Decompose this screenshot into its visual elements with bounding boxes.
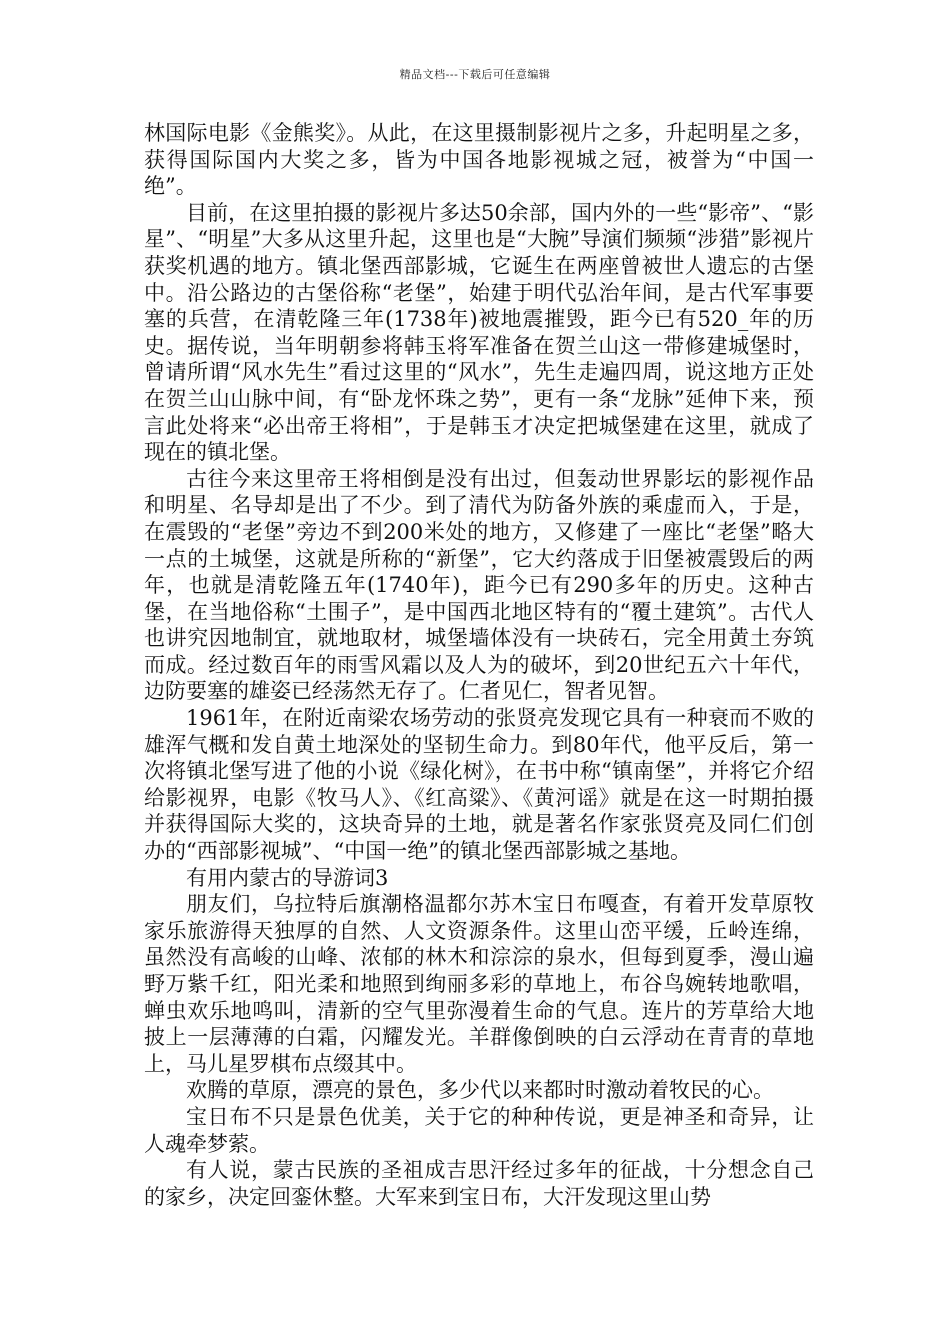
paragraph: 林国际电影《金熊奖》。从此，在这里摄制影视片之多，升起明星之多，获得国际国内大奖之多，皆为中国各地影视城之冠，被誉为“中国一绝”。 xyxy=(144,121,814,199)
document-body xyxy=(144,120,814,1210)
section-heading: 有用内蒙古的导游词3 xyxy=(186,865,389,890)
paragraph: 有人说，蒙古民族的圣祖成吉思汗经过多年的征战，十分想念自己的家乡，决定回銮休整。大军来到宝日布，大汗发现这里山势 xyxy=(144,1158,814,1209)
paragraph: 欢腾的草原，漂亮的景色，多少代以来都时时激动着牧民的心。 xyxy=(186,1078,774,1103)
paragraph: 朋友们，乌拉特后旗潮格温都尔苏木宝日布嘎查，有着开发草原牧家乐旅游得天独厚的自然、人文资源条件。这里山峦平缓，丘岭连绵，虽然没有高峻的山峰、浓郁的林木和淙淙的泉水，但每到夏季，漫山遍野万紫千红，阳光柔和地照到绚丽多彩的草地上，布谷鸟婉转地歌唱，蝉虫欢乐地鸣叫，清新的空气里弥漫着生命的气息。连片的芳草给大地披上一层薄薄的白霜，闪耀发光。羊群像倒映的白云浮动在青青的草地上，马儿星罗棋布点缀其中。 xyxy=(144,892,814,1076)
paragraph: 1961年，在附近南梁农场劳动的张贤亮发现它具有一种衰而不败的雄浑气概和发自黄土地深处的坚韧生命力。到80年代，他平反后，第一次将镇北堡写进了他的小说《绿化树》，在书中称“镇南堡”，并将它介绍给影视界，电影《牧马人》、《红高粱》、《黄河谣》就是在这一时期拍摄并获得国际大奖的，这块奇异的土地，就是著名作家张贤亮及同仁们创办的“西部影视城”、“中国一绝”的镇北堡西部影城之基地。 xyxy=(144,706,814,864)
page-header: 精品文档---下载后可任意编辑 xyxy=(399,68,551,81)
paragraph: 目前，在这里拍摄的影视片多达50余部，国内外的一些“影帝”、“影星”、“明星”大多从这里升起，这里也是“大腕”导演们频频“涉猎”影视片获奖机遇的地方。镇北堡西部影城，它诞生在两座曾被世人遗忘的古堡中。沿公路边的古堡俗称“老堡”，始建于明代弘治年间，是古代军事要塞的兵营，在清乾隆三年(1738年)被地震摧毁，距今已有520_年的历史。据传说，当年明朝参将韩玉将军准备在贺兰山这一带修建城堡时，曾请所谓“风水先生”看过这里的“风水”，先生走遍四周，说这地方正处在贺兰山山脉中间，有“卧龙怀珠之势”，更有一条“龙脉”延伸下来，预言此处将来“必出帝王将相”，于是韩玉才决定把城堡建在这里，就成了现在的镇北堡。 xyxy=(144,200,814,465)
paragraph: 古往今来这里帝王将相倒是没有出过，但轰动世界影坛的影视作品和明星、名导却是出了不少。到了清代为防备外族的乘虚而入，于是，在震毁的“老堡”旁边不到200米处的地方，又修建了一座比“老堡”略大一点的土城堡，这就是所称的“新堡”，它大约落成于旧堡被震毁后的两年，也就是清乾隆五年(1740年)，距今已有290多年的历史。这种古堡，在当地俗称“土围子”，是中国西北地区特有的“覆土建筑”。古代人也讲究因地制宜，就地取材，城堡墙体没有一块砖石，完全用黄土夯筑而成。经过数百年的雨雪风霜以及人为的破坏，到20世纪五六十年代，边防要塞的雄姿已经荡然无存了。仁者见仁，智者见智。 xyxy=(144,466,814,704)
paragraph: 宝日布不只是景色优美，关于它的种种传说，更是神圣和奇异，让人魂牵梦萦。 xyxy=(144,1104,814,1156)
